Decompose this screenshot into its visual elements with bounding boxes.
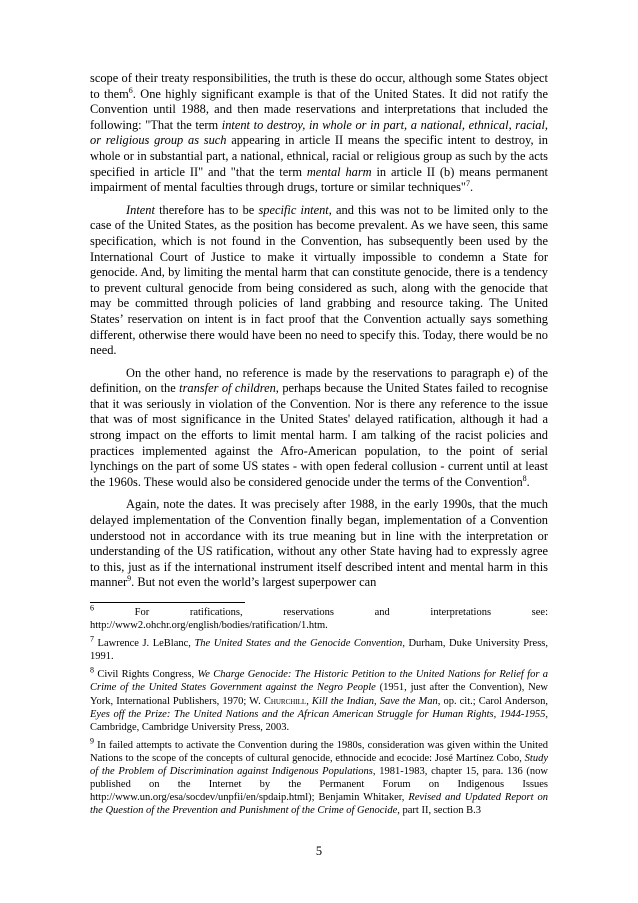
footnote-number: 7 <box>90 634 94 644</box>
text-run: appearing in article II means the specific intent to destroy, in whole or in substantial part, a national, ethnical, racial or religious group as such by the acts specified in article II" and "that the term <box>90 133 548 179</box>
footnote-number: 9 <box>90 736 94 746</box>
footnote-text: , Cambridge, Cambridge University Press, 2003. <box>90 708 548 733</box>
footnote-number: 8 <box>90 665 94 675</box>
text-run: scope of their treaty responsibilities, the truth is these do occur, although some States object to them <box>90 71 548 101</box>
main-text <box>90 71 548 598</box>
footnote-6 <box>90 603 548 632</box>
footnote-text: , <box>306 695 312 707</box>
paragraph-1 <box>90 71 548 196</box>
italic-quote: intent to destroy, in whole or in part, a national, ethnical, racial, or religious group as such <box>90 117 548 148</box>
book-title: Eyes off the Prize: The United Nations and the African American Struggle for Human Rights, 1944-1955 <box>90 708 546 720</box>
text-run: On the other hand, no reference is made by the reservations to paragraph e) of the definition, on the <box>90 365 548 396</box>
italic-term: specific intent <box>258 202 329 217</box>
paragraph-4 <box>90 497 548 591</box>
footnote-ref-7[interactable]: 7 <box>466 179 470 189</box>
text-run: , and this was not to be limited only to the case of the United States, as the position has become prevalent. As we have seen, this same specification, which is not found in the Convention, has subsequently been used by the International Court of Justice to make it virtually impossible to condemn a State for genocide. And, by limiting the mental harm that can constitute genocide, there is a tendency to prevent cultural genocide from being considered as such, along with the genocide that may be committed through policies of land grabbing and resource taking. The United States’ reservation on intent is in fact proof that the Convention actually says something different, otherwise there would have been no need to specify this. Today, there would be no need. <box>90 202 548 358</box>
text-run: . <box>470 180 474 195</box>
page-number: 5 <box>315 844 323 858</box>
footnote-ref-9[interactable]: 9 <box>127 574 132 584</box>
paragraph-2 <box>90 203 548 359</box>
author-name: Churchill <box>263 695 307 707</box>
text-run: . <box>526 474 530 489</box>
footnote-text: , 1981-1983, chapter 15, para. 136 (now published on the Internet by the Permanent Forum on Indigenous Issues http://www.un.org/esa/socdev/unpfii/en/spdaip.html); Benjamin Whitaker, <box>90 766 548 804</box>
footnotes <box>90 603 549 822</box>
footnote-text: , op. cit.; Carol Anderson, <box>437 695 548 707</box>
footnote-text: For ratifications, reservations and interpretations see: http://www2.ohchr.org/english/bodies/ratification/1.htm. <box>90 607 548 632</box>
footnote-text: Civil Rights Congress, <box>97 669 198 681</box>
book-title: We Charge Genocide: The Historic Petition to the United Nations for Relief for a Crime of the United States Government against the Negro People <box>90 669 549 694</box>
footnote-text: Lawrence J. LeBlanc, <box>97 638 195 650</box>
book-title: Revised and Updated Report on the Question of the Prevention and Punishment of the Crime of Genocide <box>90 792 548 817</box>
footnote-ref-8[interactable]: 8 <box>522 473 527 483</box>
footnote-text: In failed attempts to activate the Convention during the 1980s, consideration was given within the United Nations to the scope of the concepts of cultural genocide, ethnocide and ecocide: José Martínez Cobo, <box>90 739 548 764</box>
paragraph-3 <box>90 366 548 491</box>
footnote-8 <box>90 665 549 733</box>
footnote-number: 6 <box>90 603 94 613</box>
text-run: Again, note the dates. It was precisely after 1988, in the early 1990s, that the much delayed implementation of the Convention finally began, implementation of a Convention understood not in accordance with its true meaning but in line with the interpretation or understanding of the US ratification, without any other State having had to expressly agree to this, just as if the international instrument itself described intent and mental harm in this manner <box>90 497 548 590</box>
text-run: therefore has to be <box>154 202 259 217</box>
footnote-text: , Durham, Duke University Press, 1991. <box>90 638 548 663</box>
text-run: , perhaps because the United States failed to recognise that it was seriously in violation of the Convention. Nor is there any reference to the issue that was of most significance in the United States' delayed ratification, although it had a strong impact on the efforts to limit mental harm. I am talking of the racist policies and practices implemented against the Afro-American population, to the point of serial lynchings on the part of some US states - with open federal collusion - current until at least the 1960s. These would also be considered genocide under the terms of the Convention <box>90 381 548 489</box>
footnote-text: , part II, section B.3 <box>397 805 481 817</box>
book-title: The United States and the Genocide Convention <box>194 638 403 650</box>
footnote-separator <box>90 602 245 603</box>
book-title: Kill the Indian, Save the Man <box>311 695 438 707</box>
book-title: Study of the Problem of Discrimination against Indigenous Populations <box>90 752 548 778</box>
footnote-7 <box>90 634 548 663</box>
text-run: . One highly significant example is that of the United States. It did not ratify the Convention until 1988, and then made reservations and interpretations that included the following: "That the term <box>90 86 548 132</box>
italic-term: transfer of children <box>179 381 276 396</box>
italic-term: mental harm <box>306 164 372 179</box>
text-run: . But not even the world’s largest superpower can <box>131 575 377 590</box>
footnote-text: (1951, just after the Convention), New York, International Publishers, 1970; W. <box>90 682 548 707</box>
footnote-9 <box>90 736 548 818</box>
italic-term: Intent <box>126 202 155 217</box>
text-run: in article II (b) means permanent impairment of mental faculties through drugs, torture or similar techniques" <box>90 164 548 195</box>
footnote-ref-6[interactable]: 6 <box>128 85 133 95</box>
